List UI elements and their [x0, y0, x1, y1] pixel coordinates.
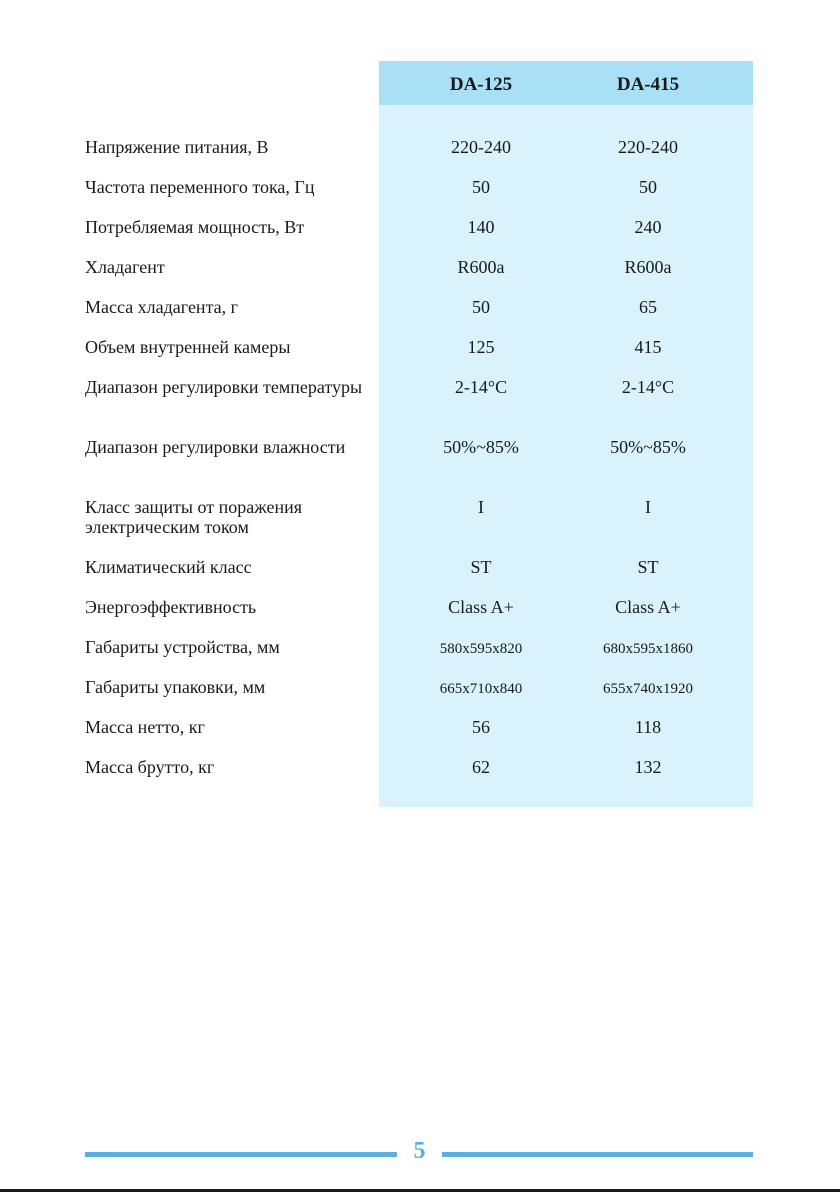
value-da-125: 50 [472, 297, 490, 317]
value-da-415: 680x595x1860 [603, 641, 693, 657]
row-label: Габариты упаковки, мм [85, 677, 266, 697]
value-da-415: 240 [634, 217, 662, 237]
value-da-125: R600a [457, 257, 505, 277]
row-label: Потребляемая мощность, Вт [85, 217, 305, 237]
value-da-415: I [645, 497, 651, 517]
value-da-415: 118 [634, 717, 662, 737]
value-da-125: ST [470, 557, 492, 577]
value-da-125: Class A+ [448, 597, 514, 617]
spec-table-rows [0, 128, 840, 788]
value-da-415: 415 [634, 337, 662, 357]
value-da-415: Class A+ [615, 597, 681, 617]
table-row [0, 368, 840, 428]
table-row [0, 128, 840, 168]
value-da-125: 62 [472, 757, 490, 777]
row-label: Масса брутто, кг [85, 757, 215, 777]
row-label: Габариты устройства, мм [85, 637, 280, 657]
table-row [0, 748, 840, 788]
table-row [0, 328, 840, 368]
row-label: Частота переменного тока, Гц [85, 177, 315, 197]
table-row [0, 208, 840, 248]
value-da-415: 655x740x1920 [603, 681, 693, 697]
table-row [0, 548, 840, 588]
value-da-125: I [478, 497, 484, 517]
page-number: 5 [413, 1138, 426, 1164]
row-label: Диапазон регулировки влажности [85, 437, 346, 457]
table-row [0, 248, 840, 288]
row-label: Климатический класс [85, 557, 252, 577]
value-da-125: 50%~85% [443, 437, 519, 457]
row-label: Энергоэффективность [85, 597, 257, 617]
value-da-415: 132 [634, 757, 662, 777]
column-header-da-415: DA-415 [616, 74, 680, 95]
table-row [0, 668, 840, 708]
value-da-125: 140 [467, 217, 495, 237]
row-label: Хладагент [85, 257, 165, 277]
value-da-415: 2-14°C [621, 377, 675, 397]
row-label: Масса хладагента, г [85, 297, 239, 317]
table-row [0, 628, 840, 668]
footer-rule-left [85, 1152, 397, 1157]
value-da-415: R600a [624, 257, 672, 277]
row-label: Масса нетто, кг [85, 717, 205, 737]
table-row [0, 708, 840, 748]
value-da-125: 220-240 [451, 137, 511, 157]
table-row [0, 588, 840, 628]
row-label: Объем внутренней камеры [85, 337, 291, 357]
value-da-125: 580x595x820 [439, 641, 523, 657]
column-header-da-125: DA-125 [449, 74, 513, 95]
value-da-415: ST [637, 557, 659, 577]
footer-rule-right [442, 1152, 753, 1157]
value-da-415: 220-240 [618, 137, 678, 157]
table-row [0, 288, 840, 328]
table-row [0, 428, 840, 488]
row-label: Диапазон регулировки температуры [85, 377, 363, 397]
value-da-415: 65 [639, 297, 657, 317]
table-row [0, 168, 840, 208]
value-da-125: 665x710x840 [439, 681, 523, 697]
value-da-125: 56 [472, 717, 490, 737]
row-label: Напряжение питания, В [85, 137, 269, 157]
value-da-125: 50 [472, 177, 490, 197]
table-row [0, 488, 840, 548]
row-label: Класс защиты от поражения электрическим током [85, 497, 302, 537]
value-da-415: 50 [639, 177, 657, 197]
value-da-415: 50%~85% [610, 437, 686, 457]
value-da-125: 125 [467, 337, 495, 357]
value-da-125: 2-14°C [454, 377, 508, 397]
